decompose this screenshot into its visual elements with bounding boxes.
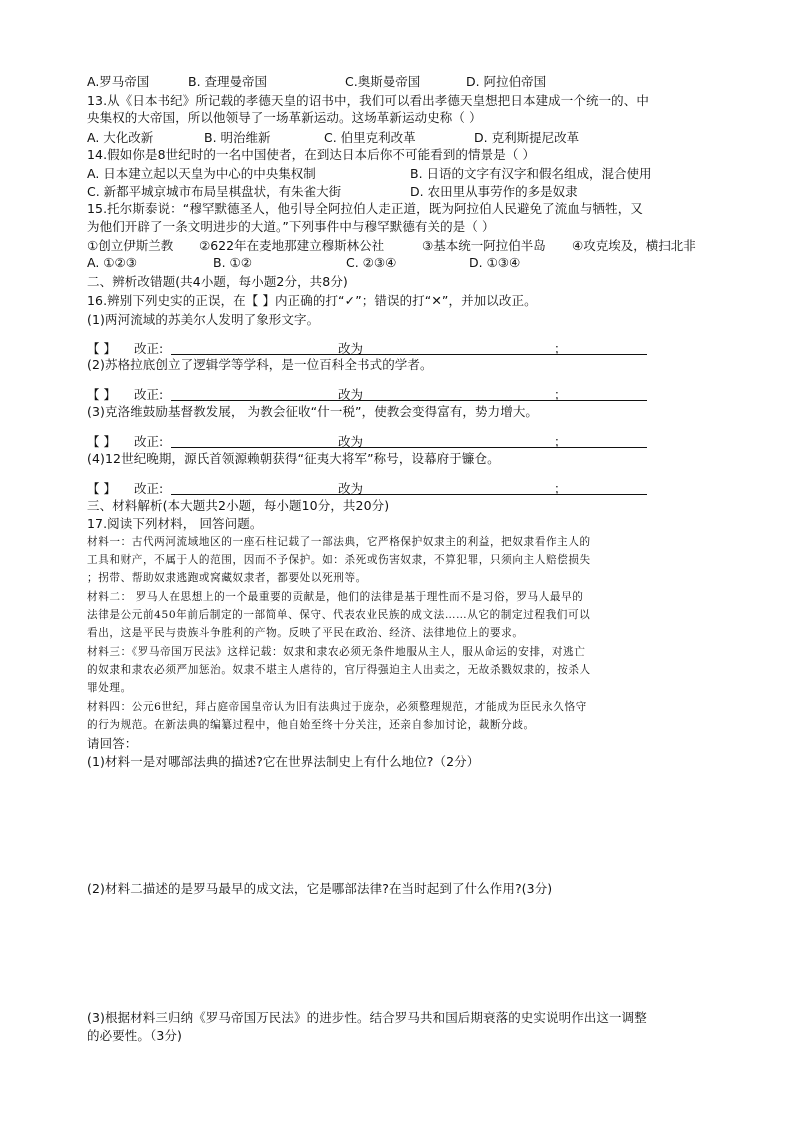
q16-instruction: 16.辨别下列史实的正误，在【 】内正确的打“✓”；错误的打“✕”，并加以改正。 [87,293,537,308]
correct-label: 改正: [134,341,164,356]
material4-line1: 材料四：公元6世纪，拜占庭帝国皇帝认为旧有法典过于庞杂，必须整理规范，才能成为臣民永久恪守 [87,701,587,713]
q15-item-2: ②622年在麦地那建立穆斯林公社 [199,238,385,253]
answer-underline[interactable] [171,354,647,355]
change-label: 改为 [338,481,364,496]
end-mark: ； [554,481,567,496]
material1-line3: ；拐带、帮助奴隶逃跑或窝藏奴隶者，都要处以死刑等。 [87,572,367,584]
end-mark: ； [554,387,567,402]
q12-option-a: A.罗马帝国 [87,74,150,89]
material3-line1: 材料三：《罗马帝国万民法》这样记载：奴隶和隶农必须无条件地服从主人，服从命运的安排，对逃亡 [87,646,586,658]
q17-sub3-line2: 的必要性。（3分) [87,1028,182,1043]
q14-option-a: A. 日本建立起以天皇为中心的中央集权制 [87,166,316,181]
answer-underline[interactable] [171,494,647,495]
q12-option-c: C.奥斯曼帝国 [345,74,421,89]
q17-sub1: (1)材料一是对哪部法典的描述?它在世界法制史上有什么地位?（2分） [87,754,480,769]
q16-item-4: (4)12世纪晚期，源氏首领源赖朝获得“征夷大将军”称号，设幕府于镰仓。 [87,451,500,466]
answer-underline[interactable] [171,400,647,401]
q16-correction-line-3 [87,432,567,449]
q16-correction-line-1 [87,339,567,356]
q12-option-d: D. 阿拉伯帝国 [466,74,547,89]
correct-label: 改正: [134,434,164,449]
q15-option-d: D. ①③④ [469,255,521,270]
q14-option-d: D. 农田里从事劳作的多是奴隶 [410,184,578,199]
q14-option-c: C. 新都平城京城市布局呈棋盘状，有朱雀大街 [87,184,342,199]
q15-option-a: A. ①②③ [87,255,137,270]
material2-line1: 材料二： 罗马人在思想上的一个最重要的贡献是，他们的法律是基于理性而不是习俗，罗马人最早的 [87,591,584,603]
material2-line2: 法律是公元前450年前后制定的一部简单、保守、代表农业民族的成文法……从它的制定过程我们可以 [87,609,591,621]
q16-item-3: (3)克洛维鼓励基督教发展， 为教会征收“什一税”，使教会变得富有，势力增大。 [87,404,539,419]
section2-heading: 二、辨析改错题(共4小题，每小题2分，共8分) [87,274,348,289]
q13-option-b: B. 明治维新 [204,130,271,145]
q17-intro: 17.阅读下列材料， 回答问题。 [87,516,263,531]
material1-line1: 材料一：古代两河流域地区的一座石柱记载了一部法典，它严格保护奴隶主的利益，把奴隶看作主人的 [87,536,591,548]
q13-stem-line1: 13.从《日本书纪》所记载的孝德天皇的诏书中，我们可以看出孝德天皇想把日本建成一个统一的、中 [87,93,649,108]
q13-stem-line2: 央集权的大帝国，所以他领导了一场革新运动。这场革新运动史称（ ） [87,110,482,125]
q15-item-3: ③基本统一阿拉伯半岛 [422,238,546,253]
q15-option-b: B. ①② [213,255,252,270]
q15-item-1: ①创立伊斯兰教 [87,238,174,253]
q14-option-b: B. 日语的文字有汉字和假名组成，混合使用 [410,166,652,181]
material3-line2: 的奴隶和隶农必须严加惩治。奴隶不堪主人虐待的，官厅得强迫主人出卖之，无故杀戮奴隶的，按杀人 [87,664,591,676]
q13-option-c: C. 伯里克利改革 [324,130,416,145]
end-mark: ； [554,341,567,356]
q15-option-c: C. ②③④ [346,255,397,270]
answer-bracket[interactable]: 【 】 [87,481,116,496]
change-label: 改为 [338,387,364,402]
material3-line3: 罪处理。 [87,682,132,694]
material2-line3: 看出，这是平民与贵族斗争胜利的产物。反映了平民在政治、经济、法律地位上的要求。 [87,627,524,639]
q12-option-b: B. 查理曼帝国 [188,74,268,89]
answer-bracket[interactable]: 【 】 [87,434,116,449]
please-answer: 请回答： [87,736,138,751]
q15-stem-line1: 15.托尔斯泰说：“穆罕默德圣人，他引导全阿拉伯人走正道，既为阿拉伯人民避免了流血与牺牲，又 [87,201,643,216]
correct-label: 改正: [134,387,164,402]
material4-line2: 的行为规范。在新法典的编纂过程中，他自始至终十分关注，还亲自参加讨论，裁断分歧。 [87,719,535,731]
q14-stem: 14.假如你是8世纪时的一名中国使者，在到达日本后你不可能看到的情景是（ ） [87,147,536,162]
end-mark: ； [554,434,567,449]
change-label: 改为 [338,341,364,356]
q13-option-d: D. 克利斯提尼改革 [474,130,580,145]
q13-option-a: A. 大化改新 [87,130,154,145]
q17-sub2: (2)材料二描述的是罗马最早的成文法，它是哪部法律?在当时起到了什么作用?(3分) [87,881,553,896]
q16-correction-line-4 [87,479,567,496]
q17-sub3-line1: (3)根据材料三归纳《罗马帝国万民法》的进步性。结合罗马共和国后期衰落的史实说明作出这一调整 [87,1010,647,1025]
q16-item-1: (1)两河流域的苏美尔人发明了象形文字。 [87,312,320,327]
answer-bracket[interactable]: 【 】 [87,387,116,402]
answer-bracket[interactable]: 【 】 [87,341,116,356]
q15-stem-line2: 为他们开辟了一条文明进步的大道。”下列事件中与穆罕默德有关的是（ ） [87,219,495,234]
correct-label: 改正: [134,481,164,496]
section3-heading: 三、材料解析(本大题共2小题，每小题10分，共20分) [87,498,390,513]
q16-correction-line-2 [87,385,567,402]
material1-line2: 工具和财产，不属于人的范围，因而不予保护。如：杀死或伤害奴隶，不算犯罪，只须向主人赔偿损失 [87,554,591,566]
answer-underline[interactable] [171,447,647,448]
change-label: 改为 [338,434,364,449]
q15-item-4: ④攻克埃及，横扫北非 [572,238,696,253]
q16-item-2: (2)苏格拉底创立了逻辑学等学科，是一位百科全书式的学者。 [87,357,433,372]
